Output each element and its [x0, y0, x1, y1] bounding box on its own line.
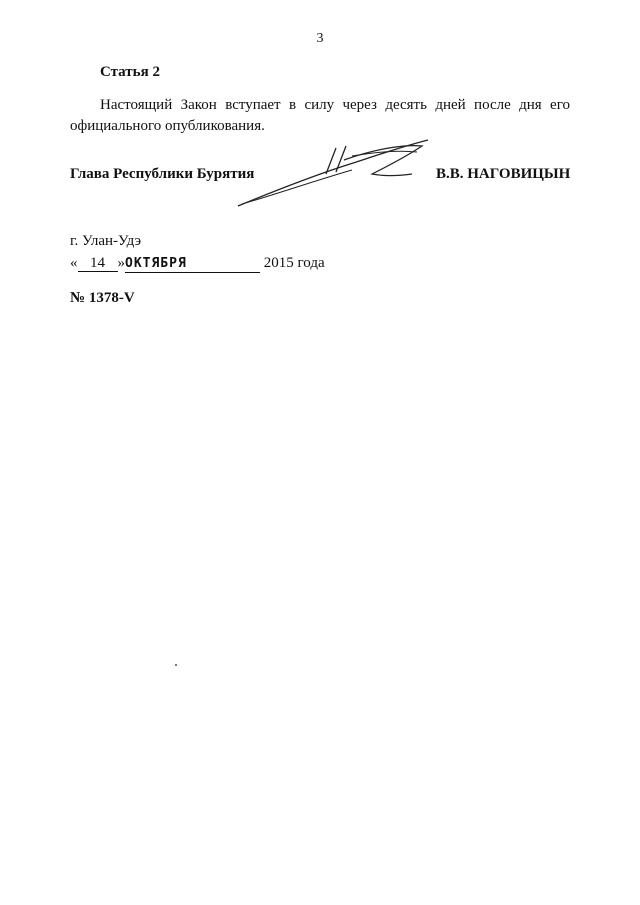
article-body: Настоящий Закон вступает в силу через десять дней после дня его официального опубликования.: [70, 97, 570, 134]
scan-speck: [175, 664, 177, 666]
signing-date: [70, 255, 325, 273]
law-number: № 1378-V: [70, 290, 135, 306]
date-year: 2015 года: [263, 255, 325, 271]
date-close-quote: »: [117, 255, 125, 271]
date-month: ОКТЯБРЯ: [125, 256, 260, 273]
handwritten-signature: [232, 134, 432, 214]
date-open-quote: «: [70, 255, 78, 271]
signatory-title: Глава Республики Бурятия: [70, 166, 255, 182]
date-day: 14: [78, 255, 118, 272]
page-number: 3: [316, 31, 324, 46]
city-of-signing: г. Улан-Удэ: [70, 233, 142, 249]
article-title: Статья 2: [100, 64, 160, 80]
signatory-name: В.В. НАГОВИЦЫН: [436, 166, 571, 182]
